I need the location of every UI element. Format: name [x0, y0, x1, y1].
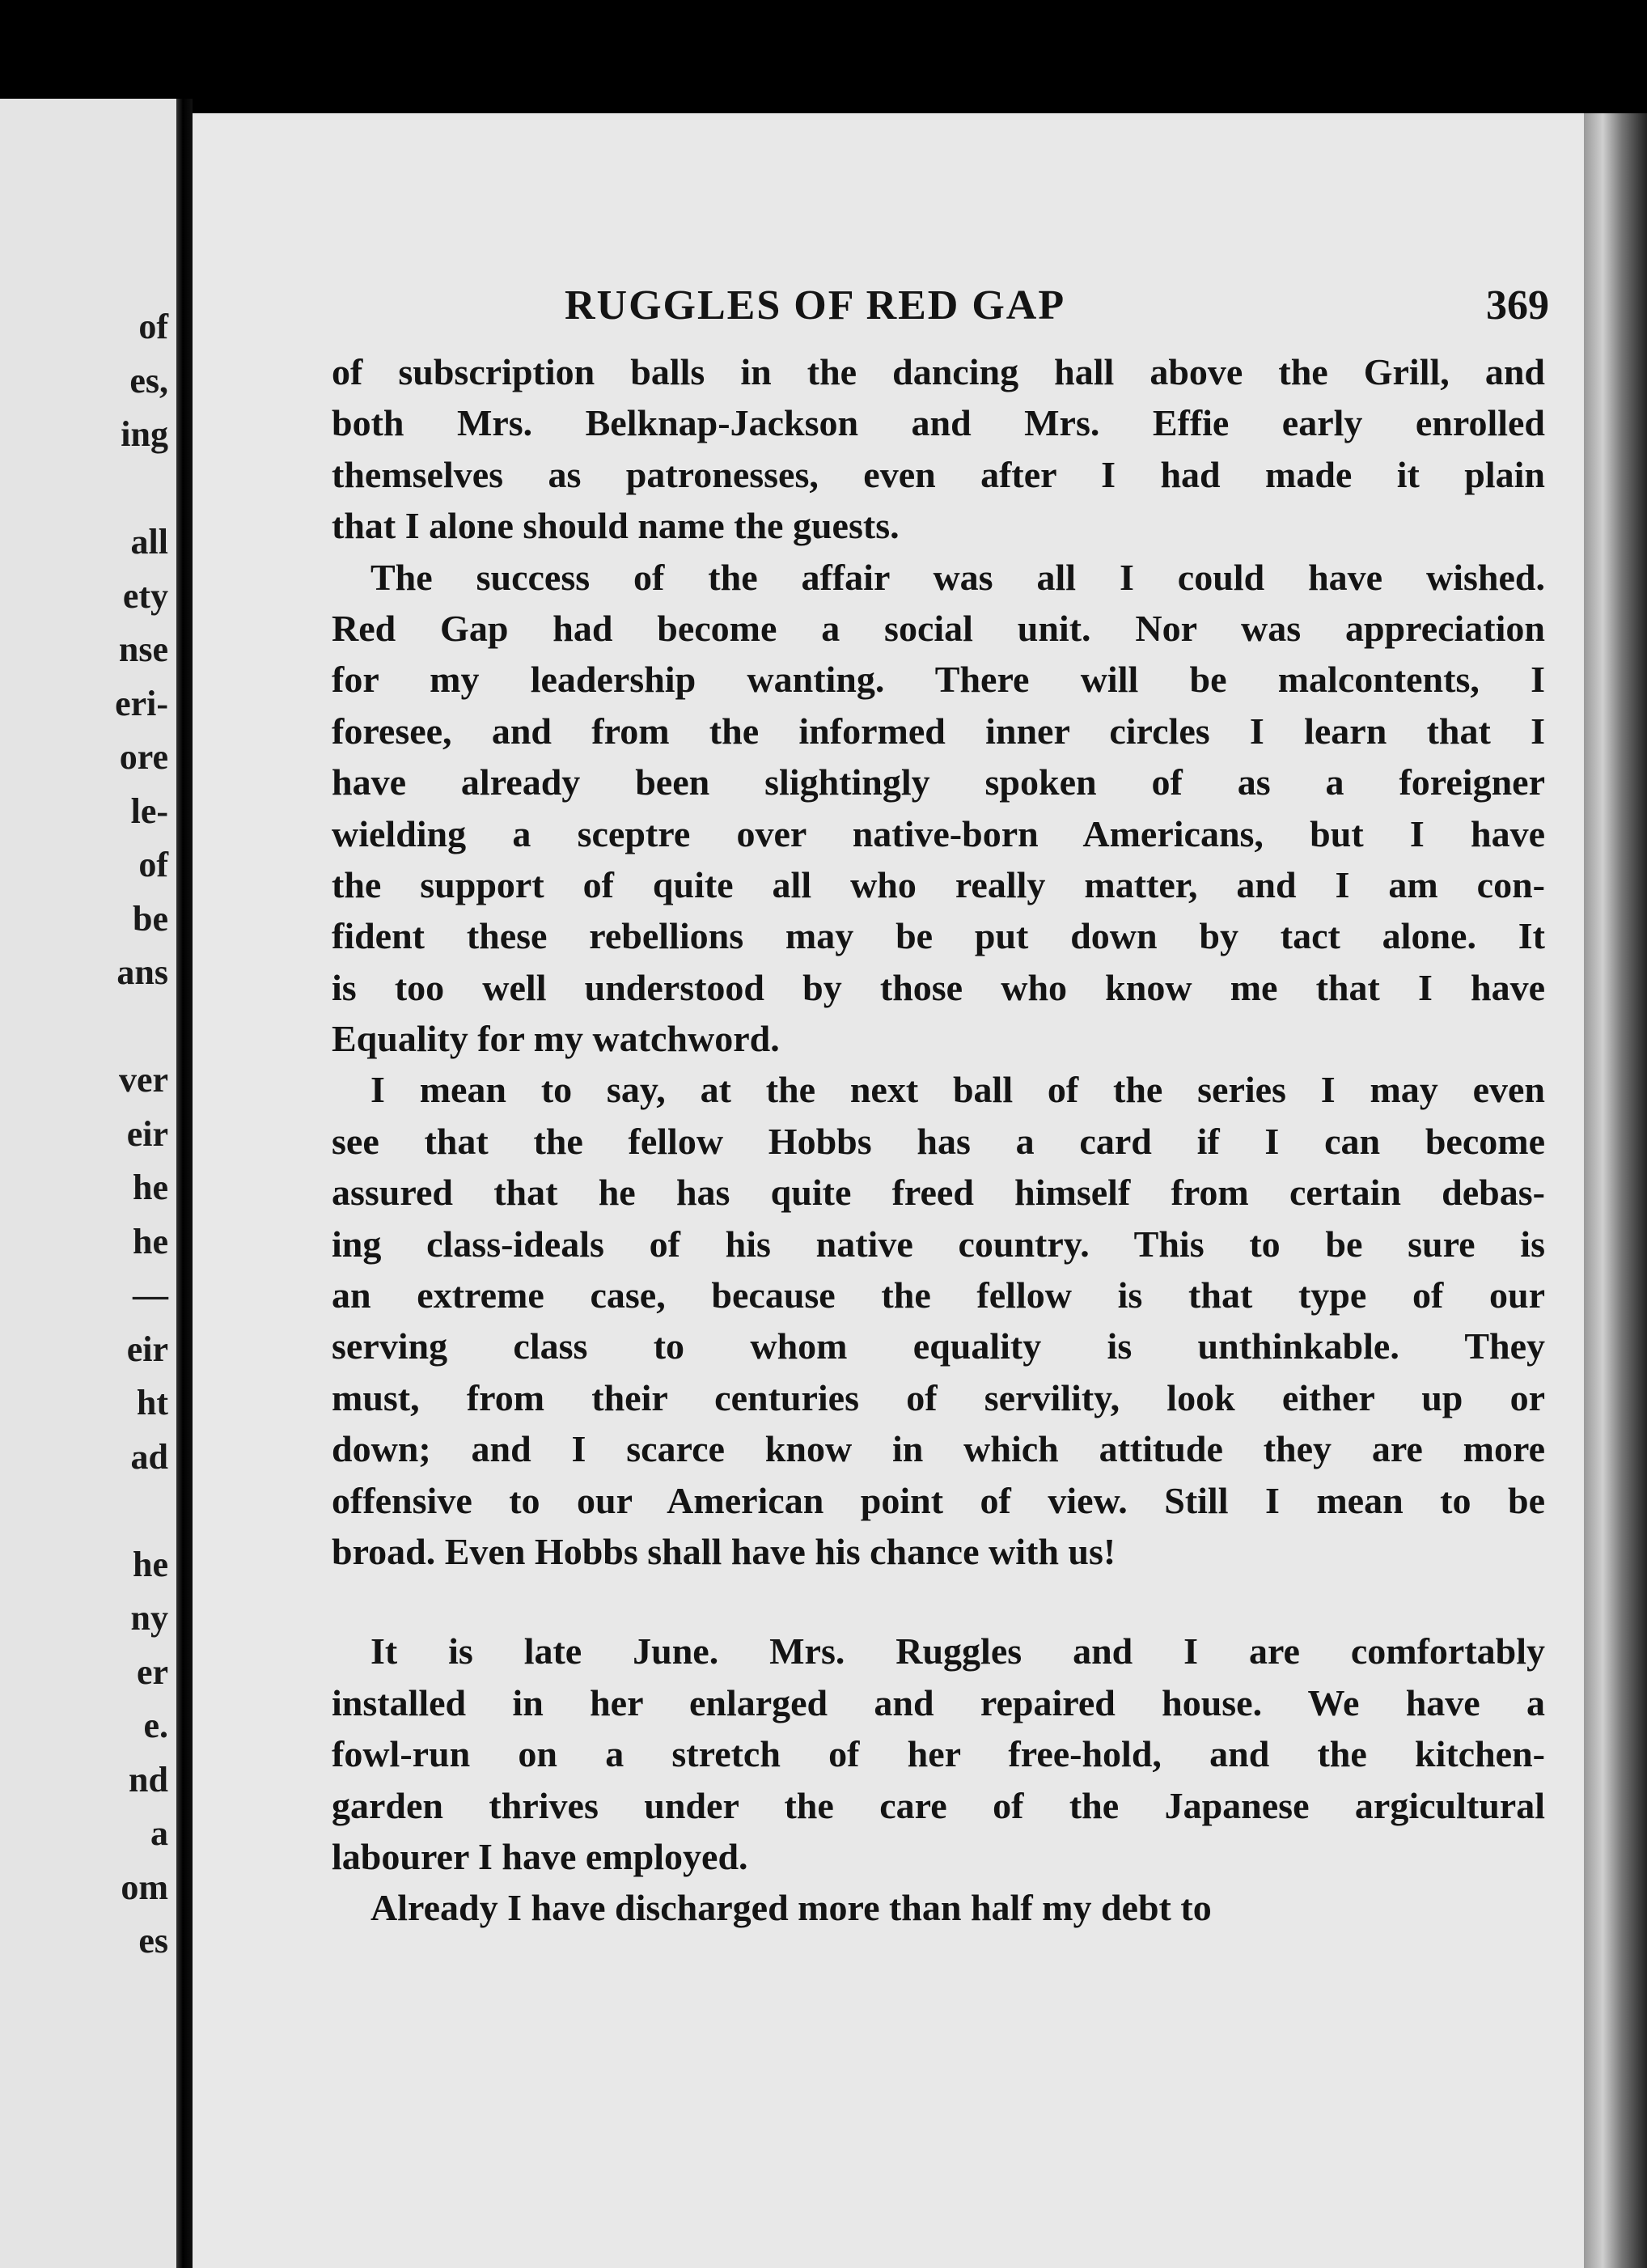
text-line: themselves as patronesses, even after I had made it plain: [332, 453, 1545, 495]
text-line: foresee, and from the informed inner circles I learn that I: [332, 710, 1545, 752]
text-line: offensive to our American point of view. Still I mean to be: [332, 1479, 1545, 1521]
page-number: 369: [1486, 282, 1549, 329]
text-line: must, from their centuries of servility, look either up or: [332, 1376, 1545, 1418]
text-line: the support of quite all who really matter, and I am con-: [332, 863, 1545, 905]
text-line: The success of the affair was all I could have wished.: [370, 556, 1545, 598]
left-page-line: ad: [130, 1436, 168, 1477]
left-page-line: es: [138, 1921, 168, 1961]
text-line: Equality for my watchword.: [332, 1018, 780, 1060]
left-page-line: ans: [116, 952, 168, 992]
page-header: [193, 282, 1584, 338]
text-line: an extreme case, because the fellow is that type of our: [332, 1274, 1545, 1316]
text-line: I mean to say, at the next ball of the series I may even: [370, 1069, 1545, 1111]
left-page-line: he: [133, 1168, 168, 1207]
text-line: garden thrives under the care of the Japanese argicultural: [332, 1784, 1545, 1826]
left-page-line: ver: [118, 1060, 168, 1100]
text-line: down; and I scarce know in which attitude they are more: [332, 1428, 1545, 1470]
left-page-line: ety: [122, 575, 168, 616]
running-title: RUGGLES OF RED GAP: [565, 282, 1066, 329]
text-line: that I alone should name the guests.: [332, 505, 900, 547]
text-line: ing class-ideals of his native country. This to be sure is: [332, 1223, 1545, 1265]
left-page-line: ore: [119, 737, 168, 777]
text-line: is too well understood by those who know me that I have: [332, 966, 1545, 1008]
book-page: [193, 113, 1584, 2268]
text-line: both Mrs. Belknap-Jackson and Mrs. Effie early enrolled: [332, 402, 1545, 444]
body-text: [332, 346, 1545, 1934]
paragraph: [332, 1626, 1545, 1882]
text-line: fident these rebellions may be put down by tact alone. It: [332, 915, 1545, 957]
left-page-line: eri-: [115, 683, 168, 723]
left-page-line: er: [136, 1651, 168, 1692]
left-page-line: he: [133, 1221, 168, 1261]
left-page-line: es,: [129, 360, 168, 401]
left-page-line: be: [133, 898, 168, 939]
left-page-line: he: [133, 1544, 168, 1584]
left-page-line: nd: [129, 1759, 168, 1800]
left-page-line: ht: [136, 1383, 168, 1422]
text-line: broad. Even Hobbs shall have his chance with us!: [332, 1530, 1116, 1572]
text-line: serving class to whom equality is unthinkable. They: [332, 1325, 1545, 1367]
left-page-line: eir: [126, 1113, 168, 1154]
text-line: see that the fellow Hobbs has a card if I can become: [332, 1120, 1545, 1162]
text-line: assured that he has quite freed himself from certain debas-: [332, 1172, 1545, 1214]
book-gutter: [176, 99, 193, 2268]
paragraph: [332, 1882, 1545, 1933]
section-break: [332, 1577, 1545, 1626]
left-page-line: ny: [130, 1598, 168, 1638]
text-line: for my leadership wanting. There will be malcontents, I: [332, 659, 1545, 701]
left-page-line: e.: [143, 1706, 168, 1745]
text-line: wielding a sceptre over native-born Americans, but I have: [332, 812, 1545, 854]
text-line: fowl-run on a stretch of her free-hold, and the kitchen-: [332, 1733, 1545, 1775]
paragraph: [332, 552, 1545, 1065]
text-line: have already been slightingly spoken of as a foreigner: [332, 761, 1545, 803]
text-line: of subscription balls in the dancing hall above the Grill, and: [332, 351, 1545, 392]
left-page-line: le-: [130, 791, 168, 831]
left-page-line: nse: [118, 630, 168, 669]
left-page-line: —: [133, 1275, 168, 1315]
left-page-line: of: [138, 845, 168, 884]
left-page-line: om: [121, 1867, 168, 1907]
left-page-line: a: [150, 1813, 168, 1853]
text-line: It is late June. Mrs. Ruggles and I are comfortably: [370, 1630, 1545, 1672]
left-page-line: ing: [121, 414, 168, 454]
left-page-line: of: [138, 307, 168, 346]
paragraph: [332, 1064, 1545, 1577]
page-edge-shadow: [1584, 113, 1647, 2268]
text-line: labourer I have employed.: [332, 1835, 748, 1877]
left-page-line: all: [130, 522, 168, 562]
text-line: Already I have discharged more than half my debt to: [370, 1887, 1212, 1929]
text-line: Red Gap had become a social unit. Nor was appreciation: [332, 607, 1545, 649]
left-page-line: eir: [126, 1329, 168, 1369]
text-line: installed in her enlarged and repaired house. We have a: [332, 1681, 1545, 1723]
paragraph: [332, 346, 1545, 552]
left-page-fragment: [0, 99, 176, 2268]
